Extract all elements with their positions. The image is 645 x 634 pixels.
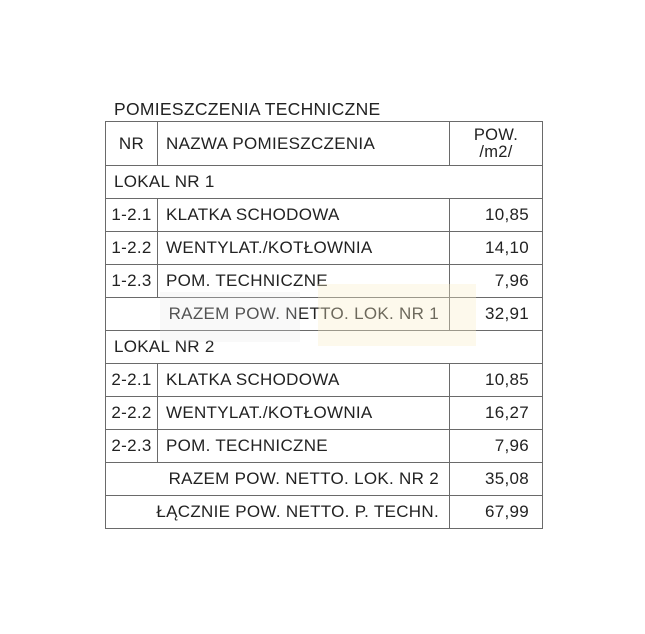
header-area — [450, 122, 543, 166]
section-label: LOKAL NR 2 — [106, 331, 543, 364]
room-name: POM. TECHNICZNE — [158, 265, 450, 298]
room-number: 2-2.3 — [106, 430, 158, 463]
room-number: 1-2.2 — [106, 232, 158, 265]
room-name: WENTYLAT./KOTŁOWNIA — [158, 397, 450, 430]
grand-total-row — [106, 496, 543, 529]
table-row — [106, 364, 543, 397]
table-header-row — [106, 122, 543, 166]
subtotal-label: RAZEM POW. NETTO. LOK. NR 2 — [106, 463, 450, 496]
table-row — [106, 199, 543, 232]
section-label: LOKAL NR 1 — [106, 166, 543, 199]
room-number: 2-2.1 — [106, 364, 158, 397]
room-area: 10,85 — [450, 199, 543, 232]
subtotal-label: RAZEM POW. NETTO. LOK. NR 1 — [106, 298, 450, 331]
room-area: 16,27 — [450, 397, 543, 430]
room-area: 7,96 — [450, 430, 543, 463]
room-name: KLATKA SCHODOWA — [158, 199, 450, 232]
room-area: 7,96 — [450, 265, 543, 298]
header-area-label: POW. — [473, 125, 519, 144]
subtotal-value: 35,08 — [450, 463, 543, 496]
room-name: WENTYLAT./KOTŁOWNIA — [158, 232, 450, 265]
table-row — [106, 232, 543, 265]
header-room-name: NAZWA POMIESZCZENIA — [158, 122, 450, 166]
subtotal-value: 32,91 — [450, 298, 543, 331]
header-area-unit: /m2/ — [479, 142, 513, 161]
grand-total-value: 67,99 — [450, 496, 543, 529]
subtotal-row-lokal-1 — [106, 298, 543, 331]
room-name: KLATKA SCHODOWA — [158, 364, 450, 397]
section-row-lokal-1 — [106, 166, 543, 199]
room-number: 1-2.3 — [106, 265, 158, 298]
room-area: 10,85 — [450, 364, 543, 397]
header-nr: NR — [106, 122, 158, 166]
room-name: POM. TECHNICZNE — [158, 430, 450, 463]
table-row — [106, 430, 543, 463]
technical-rooms-table — [105, 121, 543, 529]
table-row — [106, 397, 543, 430]
room-area: 14,10 — [450, 232, 543, 265]
subtotal-row-lokal-2 — [106, 463, 543, 496]
room-number: 2-2.2 — [106, 397, 158, 430]
section-row-lokal-2 — [106, 331, 543, 364]
table-row — [106, 265, 543, 298]
grand-total-label: ŁĄCZNIE POW. NETTO. P. TECHN. — [106, 496, 450, 529]
document-title: POMIESZCZENIA TECHNICZNE — [114, 99, 381, 119]
room-number: 1-2.1 — [106, 199, 158, 232]
